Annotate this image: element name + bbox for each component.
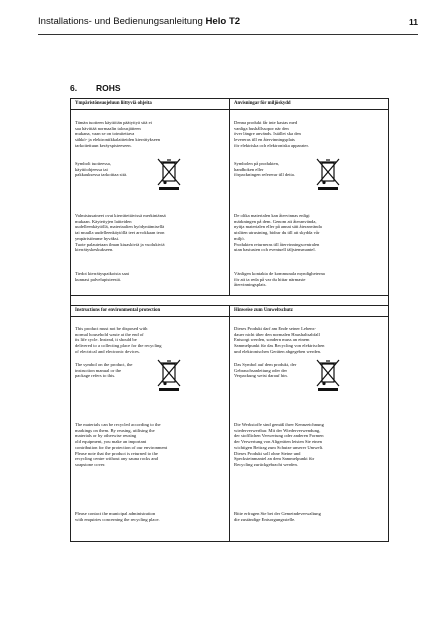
box-title: Ympäristönsuojeluun liittyviä ohjeita: [71, 101, 229, 110]
box-paragraph: The symbol on the product, the instruction manual or the package refers to this.: [75, 362, 133, 379]
section-heading: [70, 83, 121, 93]
grid-spacer: [70, 296, 389, 306]
box-paragraph: Symbolen på produkten, handboken eller förpackningen refererar till detta.: [234, 161, 295, 178]
box-paragraph: The materials can be recycled according to the markings on them. By reusing, utilising the materials or by otherwise reusing old equipment, you make an important contribution for the protection of our environment Please note that the product is returned to the recycling centre without any sauna rocks and soapstone cover.: [75, 422, 168, 467]
box-german: [230, 306, 389, 542]
box-paragraph: Bitte erfragen Sie bei der Gemeindeverwaltung die zuständige Entsorgungsstelle.: [234, 511, 321, 522]
box-paragraph: Please contact the municipal administration with enquiries concerning the recycling place.: [75, 511, 160, 522]
box-swedish: [230, 99, 389, 296]
crossed-out-wheelie-bin-icon: [315, 358, 341, 392]
box-paragraph: Valmistusaineet ovat kierrätettävissä merkintänsä mukaan. Käytettyjen laitteiden uudelleenkäytöllä, materiaalien hyödyntämisellä tai muulla uudelleenkäytöllä teet arvokkaan teon ympäristömme hyväksi. Tuote palautetaan ilman kiuaskiviä ja vuolukiviä kierrätyskeskukseen.: [75, 213, 166, 253]
box-paragraph: Denna produkt får inte kastas med vanliga hushållssopor när den över längre används. Istället ska den levereras till en återvinningsplats för elektriska och elektroniska apparater.: [234, 120, 309, 148]
section-number: 6.: [70, 83, 78, 93]
crossed-out-wheelie-bin-icon: [156, 358, 182, 392]
box-title: Hinweise zum Umweltschutz: [230, 308, 388, 317]
box-paragraph: This product must not be disposed with normal household waste at the end of its life cycle. Instead, it should be delivered to a collecting place for the recycling of electrical and electronic devices.: [75, 326, 162, 354]
crossed-out-wheelie-bin-icon: [315, 157, 341, 191]
page-number: 11: [409, 17, 418, 27]
grid-row-bottom: [71, 306, 389, 542]
header-divider: [38, 34, 418, 35]
header-title: [38, 16, 240, 28]
box-paragraph: Symboli tuotteessa, käyttöohjeessa tai pakkauksessa tarkoittaa sitä.: [75, 161, 128, 178]
manual-title: Installations- und Bedienungsanleitung: [38, 16, 206, 27]
section-title: ROHS: [96, 83, 121, 93]
box-title: Anvisningar för miljöskydd: [230, 101, 388, 110]
box-english: [71, 306, 230, 542]
box-paragraph: Dieses Produkt darf am Ende seiner Lebens- dauer nicht über den normalen Haushaltsabfall Entsorgt werden, sondern muss an einem Sammelpunkt für das Recycling von elektrischen und elektronischen Geräten abgegeben werden.: [234, 326, 325, 354]
grid-row-top: [71, 99, 389, 296]
box-paragraph: Tämän tuotteen käyttöiän päätyttyä sitä ei saa hävittää normaalin talousjätteen mukana, vaan se on toimitettava sähkö- ja elektroniikkalaitteiden kierrätykseen tarkoitettuun keräyspisteeseen.: [75, 120, 161, 148]
box-title: Instructions for environmental protection: [71, 308, 229, 317]
box-paragraph: Tiedot kierrätyspaikoista saat kunnasi palvelupisteestä.: [75, 271, 129, 282]
rohs-info-grid: [70, 98, 389, 542]
product-name: Helo T2: [205, 16, 241, 27]
page-header: [38, 16, 418, 28]
box-paragraph: Die Werkstoffe sind gemäß ihrer Kennzeichnung wiederverwertbar. Mit der Wiederverwendung, der stofflichen Verwertung oder anderen Formen der Verwertung von Altgeräten leisten Sie einen wichtigen Beitrag zum Schutze unserer Umwelt. Dieses Produkt soll ohne Steine und Specksteinmantel an dem Sammelpunkt für Recycling zurückgebracht werden.: [234, 422, 324, 467]
box-paragraph: Das Symbol auf dem produkt, der Gebrauchsanleitung oder der Verpackung weist darauf hin.: [234, 362, 297, 379]
box-finnish: [71, 99, 230, 296]
box-paragraph: De olika materialen kan återvinnas enligt märkningen på dem. Genom att återanvända, nyttja materialen eller på annat sätt återanvända utsliten utrustning, bidrar du till att skydda vår miljö. Produkten returneras till återvinningscentralen utan bastusten och eventuell täljstensmantel.: [234, 213, 322, 253]
crossed-out-wheelie-bin-icon: [156, 157, 182, 191]
box-paragraph: Vänligen kontakta de kommunala myndigheterna för att ta reda på var du hittar närmaste återvinningsplats.: [234, 271, 325, 288]
